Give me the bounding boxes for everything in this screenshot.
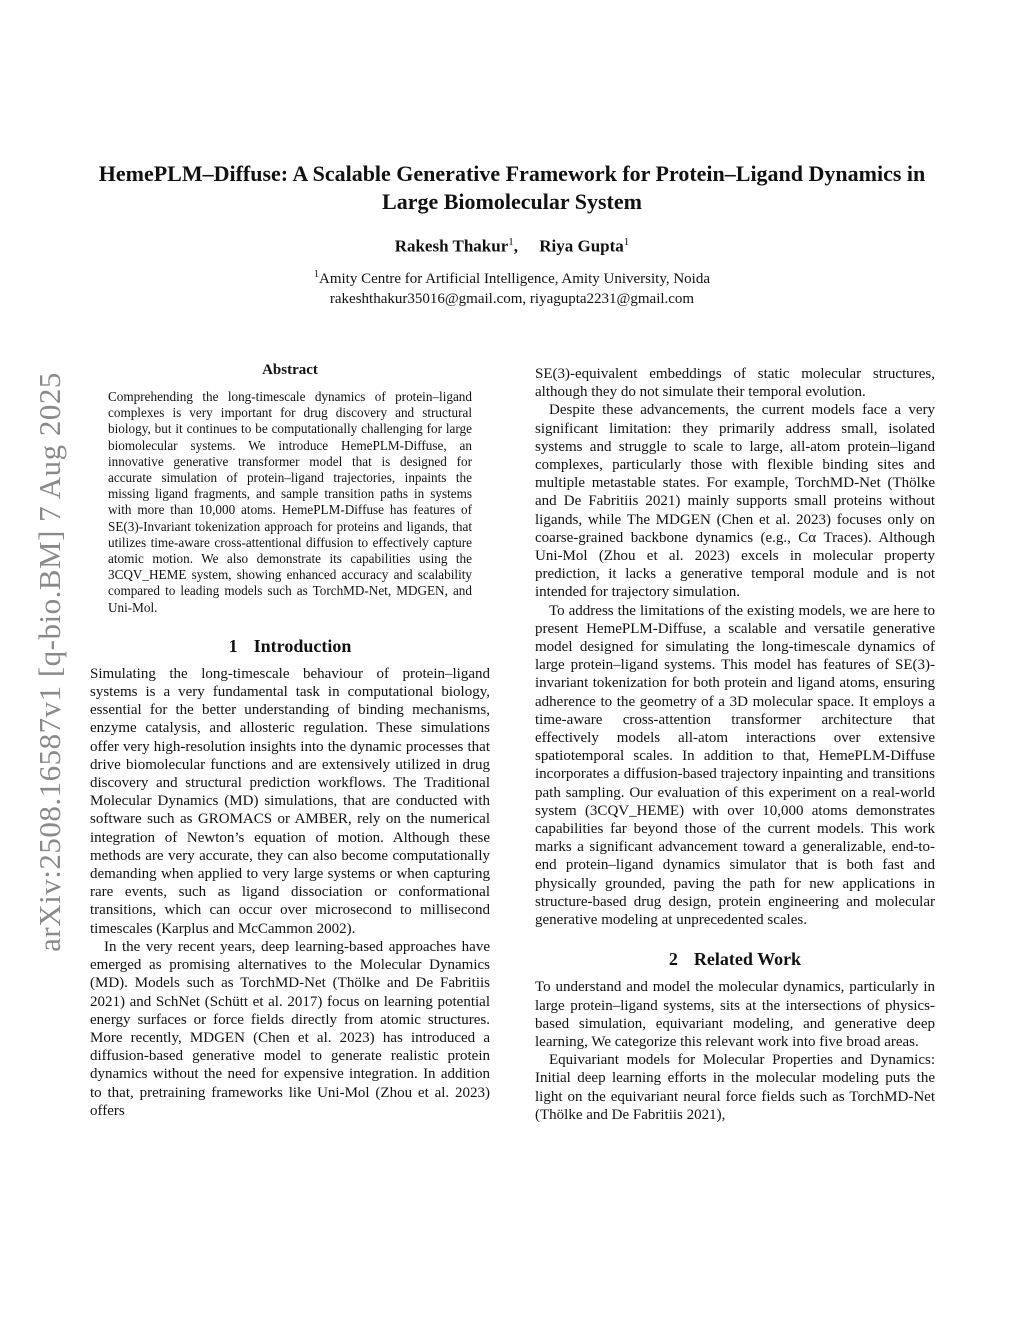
section-title: Related Work: [693, 949, 802, 970]
intro-paragraph-3: SE(3)-equivalent embeddings of static molecular structures, although they do not simulate their temporal evolution.: [535, 366, 935, 401]
author-affiliation-mark: 1: [508, 236, 514, 248]
intro-paragraph-1: Simulating the long-timescale behaviour of protein–ligand systems is a very fundamental task in computational biology, essential for the better understanding of binding mechanisms, enzyme catalysis, and allosteric regulation. These simulations offer very high-resolution insights into the dynamic processes that drive biomolecular functions and are extensively utilized in drug discovery and structural prediction workflows. The Traditional Molecular Dynamics (MD) simulations, that are conducted with software such as GROMACS or AMBER, rely on the numerical integration of Newton’s equation of motion. Although these methods are very accurate, they can also become computationally demanding when applied to very large systems or when capturing rare events, such as ligand dissociation or conformational transitions, which can occur over microsecond to millisecond timescales (Karplus and McCammon 2002).: [90, 665, 490, 937]
affiliation-mark: 1: [313, 269, 319, 280]
section-number: 1: [228, 635, 238, 656]
abstract-heading: Abstract: [262, 362, 318, 378]
affiliation-block: [90, 265, 934, 309]
section-number: 2: [668, 949, 678, 970]
author-name: Rakesh Thakur: [394, 236, 509, 256]
author-emails: rakeshthakur35016@gmail.com, riyagupta2231@gmail.com: [329, 291, 695, 307]
arxiv-identifier-stamp: arXiv:2508.16587v1 [q-bio.BM] 7 Aug 2025: [32, 372, 67, 952]
section-heading-introduction: [90, 636, 490, 657]
author-affiliation-mark: 1: [623, 236, 630, 248]
abstract-text: Comprehending the long-timescale dynamics of protein–ligand complexes is very important for drug discovery and structural biology, but it continues to be computationally challenging for large biomolecular systems. We introduce HemePLM-Diffuse, an innovative generative transformer model that is designed for accurate simulation of protein–ligand trajectories, inpaints the missing ligand fragments, and sample transition paths in systems with more than 10,000 atoms. HemePLM-Diffuse has features of SE(3)-Invariant tokenization approach for proteins and ligands, that utilizes time-aware cross-attentional diffusion to effectively capture atomic motion. We also demonstrate its capabilities using the 3CQV_HEME system, showing enhanced accuracy and scalability compared to leading models such as TorchMD-Net, MDGEN, and Uni-Mol.: [108, 389, 472, 615]
author-list: Rakesh Thakur$^1$, Riya Gupta$^1$: [394, 236, 630, 256]
section-title: Introduction: [253, 635, 352, 656]
section-heading-related-work: [535, 949, 935, 970]
affiliation-text: Amity Centre for Artificial Intelligence, Amity University, Noida: [318, 271, 711, 287]
paper-title: HemePLM–Diffuse: A Scalable Generative Framework for Protein–Ligand Dynamics in Large Biomolecular System: [98, 161, 926, 214]
author-name: Riya Gupta: [539, 236, 624, 256]
related-paragraph-2: Equivariant models for Molecular Properties and Dynamics: Initial deep learning efforts in the molecular modeling puts the light on the equivariant neural force fields such as TorchMD-Net (Thölke and De Fabritiis 2021),: [535, 1052, 935, 1123]
right-column: [535, 365, 935, 1124]
intro-paragraph-5: To address the limitations of the existing models, we are here to present HemePLM-Diffuse, a scalable and versatile generative model designed for simulating the long-timescale dynamics of large protein–ligand systems. This model has features of SE(3)-invariant tokenization for both protein and ligand atoms, ensuring adherence to the geometry of a 3D molecular space. It employs a time-aware cross-attention transformer architecture that effectively models all-atom interactions over extensive spatiotemporal scales. In addition to that, HemePLM-Diffuse incorporates a diffusion-based trajectory inpainting and transitions path sampling. Our evaluation of this experiment on a real-world system (3CQV_HEME) with over 10,000 atoms demonstrates capabilities far beyond those of the current models. This work marks a significant advancement toward a generalizable, end-to-end protein–ligand dynamics simulator that is both fast and physically grounded, paving the path for new applications in structure-based drug design, protein engineering and molecular generative modeling at unprecedented scales.: [535, 602, 935, 929]
related-paragraph-1: To understand and model the molecular dynamics, particularly in large protein–ligand systems, sits at the intersections of physics-based simulation, equivariant modeling, and generative deep learning, We categorize this relevant work into five broad areas.: [535, 979, 935, 1050]
intro-paragraph-2: In the very recent years, deep learning-based approaches have emerged as promising alternatives to the Molecular Dynamics (MD). Models such as TorchMD-Net (Thölke and De Fabritiis 2021) and SchNet (Schütt et al. 2017) focus on learning potential energy surfaces or force fields directly from atomic structures. More recently, MDGEN (Chen et al. 2023) has introduced a diffusion-based generative model to generate realistic protein dynamics without the need for expensive integration. In addition to that, pretraining frameworks like Uni-Mol (Zhou et al. 2023) offers: [90, 938, 490, 1119]
left-column: [90, 362, 490, 1120]
intro-paragraph-4: Despite these advancements, the current models face a very significant limitation: they primarily address small, isolated systems and struggle to scale to large, all-atom protein–ligand complexes, particularly those with flexible binding sites and multiple metastable states. For example, TorchMD-Net (Thölke and De Fabritiis 2021) mainly supports small proteins without ligands, while The MDGEN (Chen et al. 2023) focuses only on coarse-grained backbone dynamics (e.g., Cα Traces). Although Uni-Mol (Zhou et al. 2023) excels in molecular property prediction, it lacks a generative temporal module and is not intended for trajectory simulation.: [535, 402, 935, 601]
